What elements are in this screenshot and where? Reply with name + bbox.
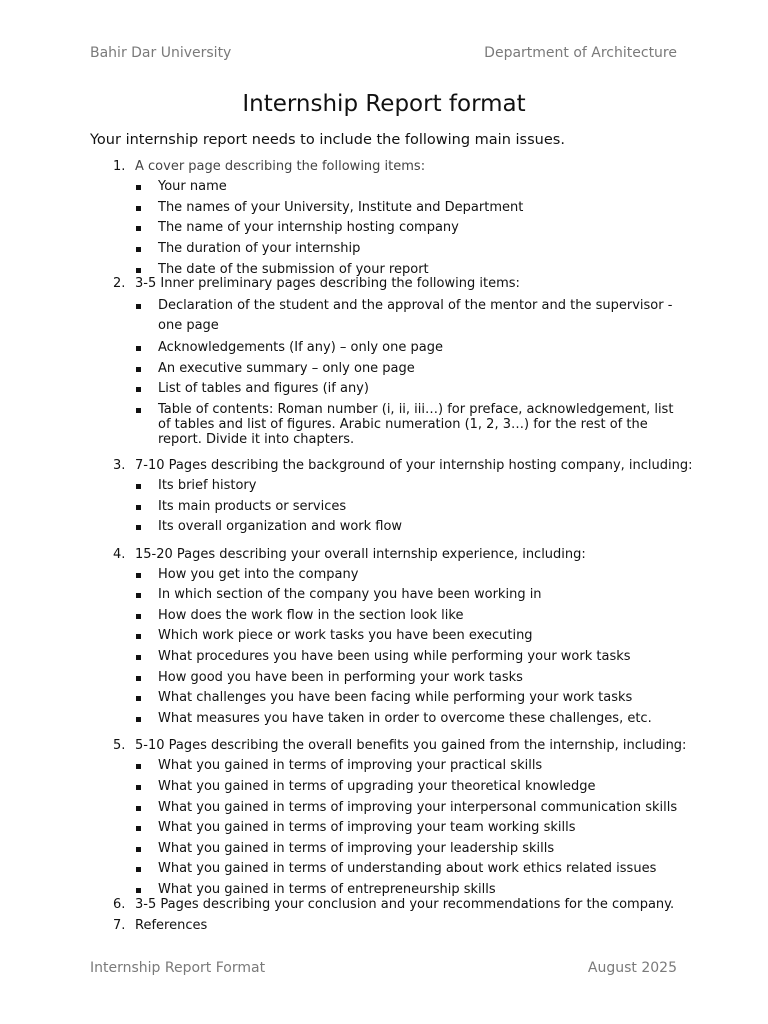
list-item: What procedures you have been using while performing your work tasks: [135, 649, 688, 665]
document-title: Internship Report format: [242, 91, 526, 117]
section-4: [0, 547, 768, 728]
footer-document-name: Internship Report Format: [90, 960, 266, 976]
list-item: What you gained in terms of improving your team working skills: [135, 820, 688, 836]
bullet-icon: [136, 634, 141, 639]
sub-list: [135, 478, 768, 536]
bullet-icon: [136, 304, 141, 309]
list-item: What measures you have taken in order to overcome these challenges, etc.: [135, 711, 688, 727]
bullet-icon: [136, 888, 141, 893]
footer-date: August 2025: [587, 960, 677, 976]
list-item: An executive summary – only one page: [135, 361, 688, 377]
list-item: What you gained in terms of upgrading your theoretical knowledge: [135, 779, 688, 795]
list-item: List of tables and figures (if any): [135, 381, 688, 397]
list-item: The names of your University, Institute and Department: [135, 200, 688, 216]
section-number: 2.: [113, 275, 126, 291]
list-item: Its brief history: [135, 478, 688, 494]
section-label: 3-5 Inner preliminary pages describing the following items:: [135, 275, 520, 291]
section-number: 4.: [113, 546, 126, 562]
bullet-icon: [136, 346, 141, 351]
bullet-icon: [136, 387, 141, 392]
bullet-icon: [136, 185, 141, 190]
main-issues-list: [0, 159, 768, 934]
bullet-icon: [136, 676, 141, 681]
bullet-icon: [136, 206, 141, 211]
bullet-icon: [136, 655, 141, 660]
section-5: [0, 738, 768, 897]
bullet-icon: [136, 867, 141, 872]
sub-list: [135, 296, 768, 447]
section-number: 6.: [113, 897, 126, 912]
page-header: [90, 45, 677, 61]
bullet-icon: [136, 484, 141, 489]
section-2: [0, 276, 768, 447]
list-item: The duration of your internship: [135, 241, 688, 257]
bullet-icon: [136, 226, 141, 231]
list-item: Acknowledgements (If any) – only one page: [135, 340, 688, 356]
list-item: Your name: [135, 179, 688, 195]
list-item: Table of contents: Roman number (i, ii, iii…) for preface, acknowledgement, list of tables and list of figures. Arabic numeration (1, 2, 3…) for the rest of the report. Divide it into chapters.: [135, 402, 688, 447]
list-item: What you gained in terms of improving your practical skills: [135, 758, 688, 774]
sub-list: [135, 758, 768, 897]
bullet-icon: [136, 408, 141, 413]
sub-list: [135, 567, 768, 728]
bullet-icon: [136, 525, 141, 530]
bullet-icon: [136, 614, 141, 619]
bullet-icon: [136, 806, 141, 811]
section-3: [0, 458, 768, 536]
bullet-icon: [136, 573, 141, 578]
section-6: [0, 897, 768, 913]
bullet-icon: [136, 593, 141, 598]
bullet-icon: [136, 847, 141, 852]
list-item: Its overall organization and work flow: [135, 519, 688, 535]
bullet-icon: [136, 696, 141, 701]
page-footer: [90, 960, 677, 976]
list-item: What you gained in terms of improving your interpersonal communication skills: [135, 800, 688, 816]
bullet-icon: [136, 826, 141, 831]
list-item: The name of your internship hosting company: [135, 220, 688, 236]
section-1: [0, 159, 768, 277]
bullet-icon: [136, 268, 141, 273]
list-item: What you gained in terms of entrepreneurship skills: [135, 882, 688, 897]
section-label: 5-10 Pages describing the overall benefits you gained from the internship, including:: [135, 738, 687, 754]
bullet-icon: [136, 505, 141, 510]
intro-paragraph: Your internship report needs to include the following main issues.: [90, 132, 565, 148]
sub-list: [135, 179, 768, 276]
list-item: What you gained in terms of understanding about work ethics related issues: [135, 861, 688, 877]
bullet-icon: [136, 764, 141, 769]
section-number: 7.: [113, 917, 126, 933]
section-number: 3.: [113, 457, 126, 473]
bullet-icon: [136, 247, 141, 252]
bullet-icon: [136, 785, 141, 790]
list-item: How good you have been in performing your work tasks: [135, 670, 688, 686]
list-item: What challenges you have been facing while performing your work tasks: [135, 690, 688, 706]
list-item: What you gained in terms of improving your leadership skills: [135, 841, 688, 857]
bullet-icon: [136, 367, 141, 372]
list-item: The date of the submission of your report: [135, 262, 688, 277]
list-item: Its main products or services: [135, 499, 688, 515]
list-item: In which section of the company you have been working in: [135, 587, 688, 603]
list-item: How you get into the company: [135, 567, 688, 583]
section-label: 15-20 Pages describing your overall internship experience, including:: [135, 546, 586, 562]
section-label: 3-5 Pages describing your conclusion and your recommendations for the company.: [135, 897, 675, 912]
section-label: A cover page describing the following items:: [135, 159, 426, 174]
list-item: How does the work flow in the section look like: [135, 608, 688, 624]
bullet-icon: [136, 717, 141, 722]
section-label: 7-10 Pages describing the background of your internship hosting company, including:: [135, 457, 693, 473]
section-7: [0, 918, 768, 934]
header-department: Department of Architecture: [484, 45, 677, 61]
section-label: References: [135, 917, 208, 933]
list-item: Which work piece or work tasks you have been executing: [135, 628, 688, 644]
section-number: 5.: [113, 738, 126, 754]
header-university: Bahir Dar University: [90, 45, 232, 61]
list-item: Declaration of the student and the approval of the mentor and the supervisor - one page: [135, 296, 688, 336]
section-number: 1.: [113, 159, 126, 174]
